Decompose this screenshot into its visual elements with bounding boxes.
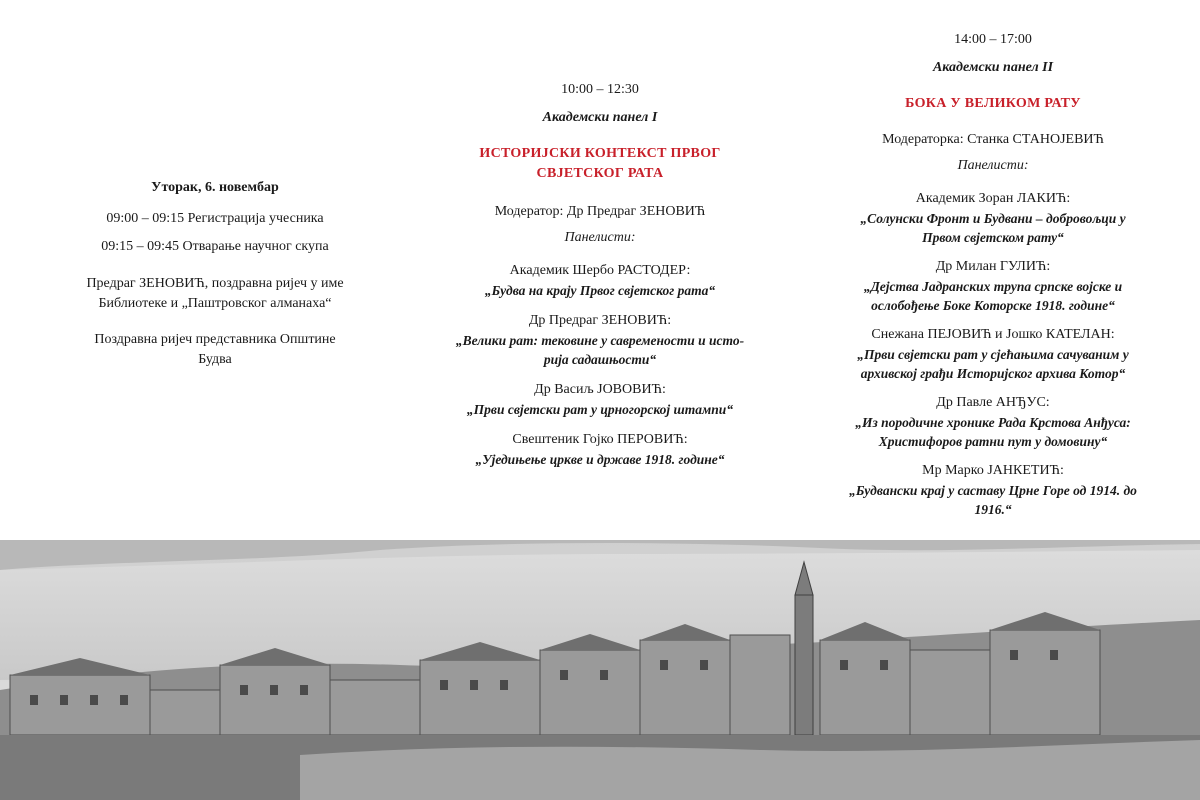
speaker	[818, 393, 1168, 451]
talk-title: „Први свјетски рат у сјећањима сачуваним у	[857, 347, 1129, 362]
talk-title: Христифоров ратни пут у домовину“	[878, 434, 1108, 449]
building	[330, 680, 420, 735]
panel-label: Академски панел I	[542, 110, 658, 125]
speaker-name: Свештеник Гојко ПЕРОВИЋ:	[512, 432, 688, 447]
speaker-name: Др Васиљ ЈОВОВИЋ:	[534, 382, 666, 397]
talk-title: „Велики рат: тековине у савремености и исто-	[455, 333, 745, 348]
talk-title: 1916.“	[974, 502, 1012, 517]
building	[640, 640, 730, 735]
building	[910, 650, 990, 735]
panel-title: ИСТОРИЈСКИ КОНТЕКСТ ПРВОГ СВЈЕТСКОГ РАТА	[479, 146, 721, 181]
talk-title: „Уједињење цркве и државе 1918. године“	[475, 452, 725, 467]
building	[220, 665, 330, 735]
speaker	[420, 380, 780, 419]
day-title: Уторак, 6. новембар	[151, 180, 279, 195]
speaker-name: Академик Шербо РАСТОДЕР:	[509, 263, 691, 278]
speaker-name: Др Предраг ЗЕНОВИЋ:	[528, 313, 672, 328]
building	[420, 660, 540, 735]
talk-title: „Први свјетски рат у црногорској штампи“	[466, 402, 734, 417]
panel-title: БОКА У ВЕЛИКОМ РАТУ	[905, 96, 1081, 111]
speaker	[420, 311, 780, 369]
speaker-name: Др Павле АНЂУС:	[936, 395, 1050, 410]
building	[820, 640, 910, 735]
greeting-zenovic: Предраг ЗЕНОВИЋ, поздравна ријеч у име Библиотеке и „Паштровског алманаха“	[86, 276, 344, 311]
building	[540, 650, 640, 735]
talk-title: „Из породичне хронике Рада Крстова Анђуса:	[855, 415, 1131, 430]
moderator: Модератор: Др Предраг ЗЕНОВИЋ	[494, 204, 706, 219]
talk-title: „Дејства Јадранских трупа српске војске и	[863, 279, 1123, 294]
panel-time: 10:00 – 12:30	[561, 82, 639, 97]
speaker-name: Др Милан ГУЛИЋ:	[935, 259, 1051, 274]
schedule-item: 09:15 – 09:45 Отварање научног скупа	[101, 239, 329, 254]
panel-2	[818, 30, 1168, 519]
speaker	[818, 461, 1168, 519]
panel-1	[420, 80, 780, 469]
day-schedule	[40, 178, 390, 370]
speaker	[420, 430, 780, 469]
bell-tower	[795, 562, 813, 735]
talk-title: архивској грађи Историјског архива Котор“	[860, 366, 1126, 381]
talk-title: ослобођење Боке Которске 1918. године“	[871, 298, 1115, 313]
speaker	[818, 325, 1168, 383]
speaker	[818, 189, 1168, 247]
talk-title: „Будва на крају Првог свјетског рата“	[484, 283, 716, 298]
panel-time: 14:00 – 17:00	[954, 32, 1032, 47]
talk-title: Првом свјетском рату“	[922, 230, 1064, 245]
talk-title: „Будвански крај у саставу Црне Горе од 1914. до	[849, 483, 1137, 498]
building	[150, 690, 220, 735]
building	[990, 630, 1100, 735]
speaker-name: Мр Марко ЈАНКЕТИЋ:	[922, 463, 1064, 478]
greeting-municipality: Поздравна ријеч представника Општине Будва	[94, 332, 336, 367]
talk-title: „Солунски Фронт и Будвани – добровољци у	[860, 211, 1126, 226]
speaker-name: Снежана ПЕЈОВИЋ и Јошко КАТЕЛАН:	[871, 327, 1115, 342]
old-town-photo-icon	[0, 540, 1200, 800]
panelists-label: Панелисти:	[564, 230, 636, 245]
schedule-item: 09:00 – 09:15 Регистрација учесника	[106, 211, 324, 226]
panelists-label: Панелисти:	[957, 158, 1029, 173]
panel-label: Академски панел II	[932, 60, 1054, 75]
speaker-name: Академик Зоран ЛАКИЋ:	[915, 191, 1071, 206]
speaker	[818, 257, 1168, 315]
moderator: Модераторка: Станка СТАНОЈЕВИЋ	[882, 132, 1104, 147]
talk-title: рија садашњости“	[543, 352, 657, 367]
speaker	[420, 261, 780, 300]
building	[730, 635, 790, 735]
